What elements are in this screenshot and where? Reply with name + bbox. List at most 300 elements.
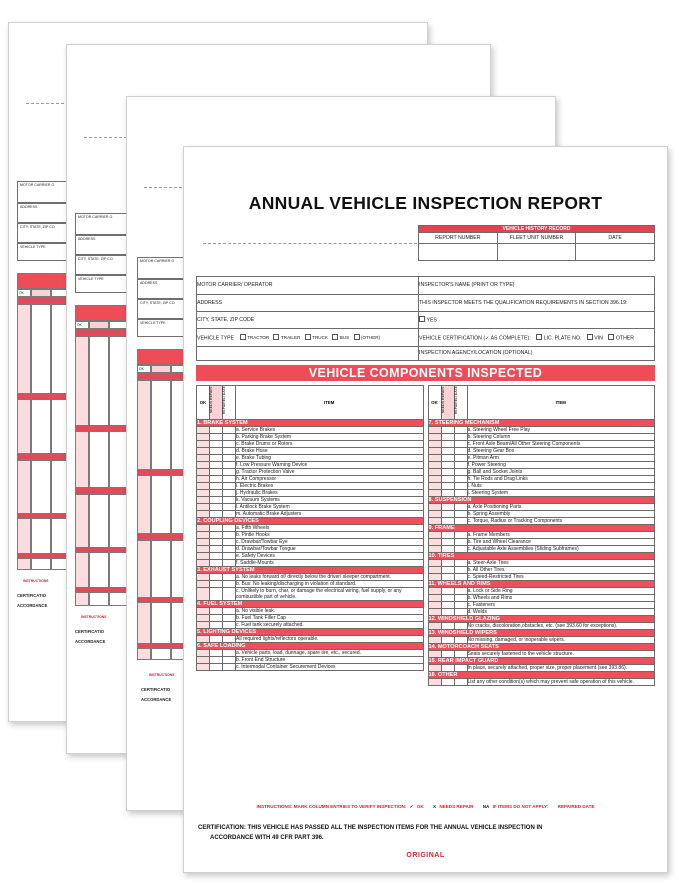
repaired-date-cell[interactable] <box>223 462 236 469</box>
needs-repair-cell[interactable] <box>210 441 223 448</box>
ok-checkbox-cell[interactable] <box>197 588 210 601</box>
item-row <box>428 588 655 595</box>
ok-checkbox-cell[interactable] <box>428 609 441 616</box>
ok-checkbox-cell[interactable] <box>428 462 441 469</box>
needs-repair-cell[interactable] <box>210 483 223 490</box>
carrier-field: MOTOR CARRIER O <box>75 213 197 235</box>
repaired-date-cell[interactable] <box>223 469 236 476</box>
item-row <box>197 490 424 497</box>
ok-checkbox-cell[interactable] <box>428 588 441 595</box>
vehicle-certification-row[interactable]: VEHICLE CERTIFICATION (✓ AS COMPLETE): LIC. PLATE NO. VIN OTHER <box>419 329 655 347</box>
ok-checkbox-cell[interactable] <box>197 636 210 643</box>
repaired-date-cell[interactable] <box>454 637 467 644</box>
ok-checkbox-cell[interactable] <box>197 427 210 434</box>
repaired-date-cell[interactable] <box>454 455 467 462</box>
na-mark: NA <box>482 804 490 809</box>
item-row <box>197 636 424 643</box>
ok-checkbox-cell[interactable] <box>428 476 441 483</box>
checkbox-icon-lic-plate[interactable] <box>536 334 542 340</box>
checkbox-icon-trailer[interactable] <box>273 334 279 340</box>
repaired-date-cell[interactable] <box>223 441 236 448</box>
needs-repair-cell[interactable] <box>441 602 454 609</box>
repaired-date-cell[interactable] <box>454 560 467 567</box>
item-row <box>197 511 424 518</box>
needs-repair-cell[interactable] <box>210 657 223 664</box>
needs-repair-cell[interactable] <box>441 546 454 553</box>
vhr-col-date: DATE <box>576 233 655 244</box>
item-row <box>428 490 655 497</box>
ok-checkbox-cell[interactable] <box>197 469 210 476</box>
ok-checkbox-cell[interactable] <box>197 664 210 671</box>
repaired-date-cell[interactable] <box>223 615 236 622</box>
needs-repair-cell[interactable] <box>210 469 223 476</box>
ok-checkbox-cell[interactable] <box>197 525 210 532</box>
needs-repair-cell[interactable] <box>210 650 223 657</box>
checkbox-icon[interactable] <box>419 316 425 322</box>
needs-repair-cell[interactable] <box>441 511 454 518</box>
item-row <box>428 595 655 602</box>
instructions-line: INSTRUCTIONS <box>81 615 107 619</box>
needs-repair-cell[interactable] <box>210 434 223 441</box>
ok-checkbox-cell[interactable] <box>428 637 441 644</box>
item-label: b. Steering Column <box>467 434 655 441</box>
ok-checkbox-cell[interactable] <box>197 434 210 441</box>
address-field[interactable]: ADDRESS <box>197 295 419 312</box>
needs-repair-column <box>31 304 51 464</box>
item-label: e. Safety Devices <box>236 553 424 560</box>
repaired-date-cell[interactable] <box>454 504 467 511</box>
repaired-date-cell[interactable] <box>223 546 236 553</box>
needs-repair-cell[interactable] <box>441 574 454 581</box>
needs-repair-cell[interactable] <box>210 581 223 588</box>
ok-checkbox-cell[interactable] <box>428 441 441 448</box>
needs-repair-cell[interactable] <box>210 553 223 560</box>
repaired-date-cell[interactable] <box>454 539 467 546</box>
needs-repair-cell[interactable] <box>441 665 454 672</box>
ok-checkbox-cell[interactable] <box>428 427 441 434</box>
checkbox-icon-truck[interactable] <box>305 334 311 340</box>
ok-checkbox-cell[interactable] <box>197 539 210 546</box>
ok-checkbox-cell[interactable] <box>428 455 441 462</box>
qualification-yes-checkbox[interactable]: YES <box>419 312 655 329</box>
repaired-date-cell[interactable] <box>223 581 236 588</box>
item-label: No missing, damaged, or inoperable wipers. <box>467 637 655 644</box>
repaired-date-cell[interactable] <box>454 476 467 483</box>
repaired-date-cell[interactable] <box>223 476 236 483</box>
repaired-date-cell[interactable] <box>454 469 467 476</box>
group-title: 1. BRAKE SYSTEM <box>197 420 424 427</box>
ok-header: OK <box>17 289 31 297</box>
needs-repair-cell[interactable] <box>210 574 223 581</box>
repaired-date-cell[interactable] <box>454 623 467 630</box>
needs-repair-header <box>89 321 109 329</box>
repaired-date-cell[interactable] <box>223 434 236 441</box>
needs-repair-cell[interactable] <box>210 615 223 622</box>
item-header: ITEM <box>467 386 655 420</box>
repaired-date-cell[interactable] <box>454 679 467 686</box>
ok-checkbox-cell[interactable] <box>428 532 441 539</box>
vhr-value-fleet[interactable] <box>497 244 576 261</box>
ok-checkbox-cell[interactable] <box>428 504 441 511</box>
item-row <box>197 434 424 441</box>
item-label: d. Drawbar/Towbar Tongue <box>236 546 424 553</box>
item-label: i. Electric Brakes <box>236 483 424 490</box>
repaired-date-cell[interactable] <box>223 664 236 671</box>
ok-checkbox-cell[interactable] <box>197 441 210 448</box>
group-header-row <box>428 553 655 560</box>
repaired-date-cell[interactable] <box>454 651 467 658</box>
item-row <box>428 427 655 434</box>
repaired-date-cell[interactable] <box>454 588 467 595</box>
ok-checkbox-cell[interactable] <box>428 518 441 525</box>
needs-repair-cell[interactable] <box>441 539 454 546</box>
item-label: b. Fuel Tank Filler Cap <box>236 615 424 622</box>
vehicle-type-field: VEHICLE TYPE <box>17 243 137 261</box>
item-label: j. Steering System <box>467 490 655 497</box>
item-label: b. Bus: No leaking/discharging in violation of standard. <box>236 581 424 588</box>
repaired-date-cell[interactable] <box>454 448 467 455</box>
checkbox-icon-vin[interactable] <box>587 334 593 340</box>
needs-repair-cell[interactable] <box>441 567 454 574</box>
repaired-date-cell[interactable] <box>223 636 236 643</box>
needs-repair-cell[interactable] <box>210 622 223 629</box>
repaired-date-cell[interactable] <box>223 588 236 601</box>
group-header-row <box>197 601 424 608</box>
repaired-date-cell[interactable] <box>454 462 467 469</box>
item-label: b. Pintle Hooks <box>236 532 424 539</box>
group-header-row <box>197 567 424 574</box>
item-row <box>428 539 655 546</box>
item-label: d. Brake Hose <box>236 448 424 455</box>
ok-checkbox-cell[interactable] <box>197 608 210 615</box>
ok-checkbox-cell[interactable] <box>197 476 210 483</box>
ok-checkbox-cell[interactable] <box>428 574 441 581</box>
group-header-row <box>428 616 655 623</box>
vhr-col-fleet: FLEET UNIT NUMBER <box>497 233 576 244</box>
needs-repair-cell[interactable] <box>210 588 223 601</box>
item-row <box>428 637 655 644</box>
item-row <box>428 455 655 462</box>
needs-repair-header: NEEDS REPAIR <box>441 386 454 420</box>
ok-checkbox-cell[interactable] <box>197 546 210 553</box>
needs-repair-cell[interactable] <box>441 595 454 602</box>
inspection-column-right <box>428 385 656 686</box>
ok-header: OK <box>137 365 151 373</box>
item-label: All required lights/reflectors operable. <box>236 636 424 643</box>
needs-repair-cell[interactable] <box>210 448 223 455</box>
repaired-date-cell[interactable] <box>223 525 236 532</box>
group-header-row <box>428 672 655 679</box>
needs-repair-cell[interactable] <box>210 511 223 518</box>
repaired-date-cell[interactable] <box>454 609 467 616</box>
ok-checkbox-cell[interactable] <box>197 455 210 462</box>
item-row <box>197 608 424 615</box>
checkbox-icon-bus[interactable] <box>332 334 338 340</box>
item-row <box>428 567 655 574</box>
group-header-row <box>428 581 655 588</box>
vhr-value-date[interactable] <box>576 244 655 261</box>
checkbox-icon-other-cert[interactable] <box>608 334 614 340</box>
inspector-name-field[interactable]: INSPECTOR'S NAME (PRINT OR TYPE) <box>419 277 655 295</box>
ok-checkbox-cell[interactable] <box>428 623 441 630</box>
needs-repair-cell[interactable] <box>441 504 454 511</box>
repaired-date-cell[interactable] <box>223 650 236 657</box>
item-row <box>197 483 424 490</box>
item-label: b. Wheels and Rims <box>467 595 655 602</box>
needs-repair-cell[interactable] <box>441 637 454 644</box>
city-state-zip-field[interactable]: CITY, STATE, ZIP CODE <box>197 312 419 329</box>
checkbox-icon-other[interactable] <box>354 334 360 340</box>
item-label: c. Fasteners <box>467 602 655 609</box>
vhr-value-report[interactable] <box>419 244 498 261</box>
repaired-date-cell[interactable] <box>454 483 467 490</box>
item-row <box>428 441 655 448</box>
needs-repair-cell[interactable] <box>441 483 454 490</box>
repaired-date-cell[interactable] <box>223 574 236 581</box>
item-label: f. Low Pressure Warning Device <box>236 462 424 469</box>
repaired-date-cell[interactable] <box>223 608 236 615</box>
item-label: a. Steer-Axle Tires <box>467 560 655 567</box>
ok-column <box>75 336 89 496</box>
repaired-date-cell[interactable] <box>223 553 236 560</box>
ok-checkbox-cell[interactable] <box>428 539 441 546</box>
repaired-date-cell[interactable] <box>454 665 467 672</box>
checkbox-icon-tractor[interactable] <box>240 334 246 340</box>
needs-repair-cell[interactable] <box>210 636 223 643</box>
group-title: 11. WHEELS AND RIMS <box>428 581 655 588</box>
needs-repair-cell[interactable] <box>210 560 223 567</box>
repaired-date-cell[interactable] <box>223 427 236 434</box>
ok-checkbox-cell[interactable] <box>197 650 210 657</box>
repaired-date-cell[interactable] <box>223 511 236 518</box>
repaired-date-cell[interactable] <box>454 602 467 609</box>
ok-checkbox-cell[interactable] <box>428 567 441 574</box>
repaired-date-cell[interactable] <box>223 560 236 567</box>
group-title: 13. WINDSHIELD WIPERS <box>428 630 655 637</box>
address-field: ADDRESS <box>75 235 197 255</box>
needs-repair-cell[interactable] <box>441 434 454 441</box>
repaired-date-cell[interactable] <box>454 546 467 553</box>
needs-repair-cell[interactable] <box>210 497 223 504</box>
repaired-date-cell[interactable] <box>223 539 236 546</box>
repaired-date-cell[interactable] <box>223 490 236 497</box>
ok-checkbox-cell[interactable] <box>197 504 210 511</box>
repaired-date-cell[interactable] <box>454 518 467 525</box>
item-label: f. Power Steering <box>467 462 655 469</box>
repaired-date-cell[interactable] <box>223 622 236 629</box>
item-row <box>197 462 424 469</box>
repaired-date-cell[interactable] <box>454 434 467 441</box>
item-label: a. Axle Positioning Parts <box>467 504 655 511</box>
repaired-date-cell[interactable] <box>454 490 467 497</box>
item-label: h. Air Compressor <box>236 476 424 483</box>
repaired-date-cell[interactable] <box>454 427 467 434</box>
ok-checkbox-cell[interactable] <box>428 560 441 567</box>
group-title: 5. LIGHTING DEVICES <box>197 629 424 636</box>
ok-checkbox-cell[interactable] <box>197 574 210 581</box>
needs-repair-cell[interactable] <box>441 560 454 567</box>
vehicle-type-row[interactable]: VEHICLE TYPE TRACTOR TRAILER TRUCK BUS (OTHER) <box>197 329 419 347</box>
ok-checkbox-cell[interactable] <box>197 490 210 497</box>
motor-carrier-field[interactable]: MOTOR CARRIER/ OPERATOR <box>197 277 419 295</box>
ok-checkbox-cell[interactable] <box>428 679 441 686</box>
ok-checkbox-cell[interactable] <box>428 651 441 658</box>
repaired-date-cell[interactable] <box>454 511 467 518</box>
needs-repair-cell[interactable] <box>441 679 454 686</box>
ok-checkbox-cell[interactable] <box>197 483 210 490</box>
needs-repair-cell[interactable] <box>441 448 454 455</box>
ok-checkbox-cell[interactable] <box>197 553 210 560</box>
item-label: a. No visible leak. <box>236 608 424 615</box>
needs-repair-cell[interactable] <box>441 427 454 434</box>
needs-repair-cell[interactable] <box>210 462 223 469</box>
needs-repair-cell[interactable] <box>441 462 454 469</box>
repaired-date-cell[interactable] <box>454 595 467 602</box>
group-header-row <box>428 644 655 651</box>
ok-checkbox-cell[interactable] <box>197 560 210 567</box>
needs-repair-cell[interactable] <box>441 469 454 476</box>
city-field: CITY, STATE, ZIP CO <box>75 255 197 275</box>
item-label: c. Unlikely to burn, char, or damage the electrical wiring, fuel supply, or any combustible part of vehicle. <box>236 588 424 601</box>
item-label: l. Antilock Brake System <box>236 504 424 511</box>
repaired-date-cell[interactable] <box>223 448 236 455</box>
item-label: i. Nuts <box>467 483 655 490</box>
needs-repair-cell[interactable] <box>441 441 454 448</box>
certification-line-2: ACCORDANCE <box>141 697 172 702</box>
ok-checkbox-cell[interactable] <box>428 546 441 553</box>
repaired-date-cell[interactable] <box>223 504 236 511</box>
ok-checkbox-cell[interactable] <box>428 595 441 602</box>
needs-repair-cell[interactable] <box>210 427 223 434</box>
ok-checkbox-cell[interactable] <box>428 511 441 518</box>
item-row <box>197 657 424 664</box>
item-row <box>428 462 655 469</box>
needs-repair-cell[interactable] <box>210 532 223 539</box>
item-row <box>428 469 655 476</box>
item-row <box>428 574 655 581</box>
needs-repair-cell[interactable] <box>210 664 223 671</box>
repaired-date-cell[interactable] <box>223 532 236 539</box>
item-row <box>197 588 424 601</box>
item-row <box>197 650 424 657</box>
needs-repair-cell[interactable] <box>441 623 454 630</box>
needs-repair-cell[interactable] <box>210 546 223 553</box>
vehicle-type-field: VEHICLE TYPE <box>137 319 261 337</box>
carrier-field: MOTOR CARRIER O <box>137 257 261 279</box>
repaired-date-cell[interactable] <box>454 567 467 574</box>
needs-repair-cell[interactable] <box>441 588 454 595</box>
ok-checkbox-cell[interactable] <box>428 490 441 497</box>
address-field: ADDRESS <box>137 279 261 299</box>
item-row <box>428 434 655 441</box>
repaired-date-cell[interactable] <box>454 574 467 581</box>
item-label: c. Torque, Radius or Tracking Components <box>467 518 655 525</box>
repaired-date-cell[interactable] <box>223 455 236 462</box>
item-label: List any other condition(s) which may prevent safe operation of this vehicle. <box>467 679 655 686</box>
components-inspected-banner: VEHICLE COMPONENTS INSPECTED <box>196 365 655 381</box>
item-label: c. Fuel tank securely attached. <box>236 622 424 629</box>
item-label: a. Vehicle parts, load, dunnage, spare tire, etc., secured. <box>236 650 424 657</box>
city-field: CITY, STATE, ZIP CO <box>17 223 137 243</box>
needs-repair-cell[interactable] <box>210 476 223 483</box>
ok-checkbox-cell[interactable] <box>428 448 441 455</box>
ok-checkbox-cell[interactable] <box>197 497 210 504</box>
needs-repair-column <box>89 336 109 496</box>
ok-checkbox-cell[interactable] <box>197 511 210 518</box>
ok-checkbox-cell[interactable] <box>428 665 441 672</box>
item-label: g. Tractor Protection Valve <box>236 469 424 476</box>
certification-line-2: ACCORDANCE <box>75 639 106 644</box>
ok-checkbox-cell[interactable] <box>197 462 210 469</box>
ok-checkbox-cell[interactable] <box>197 622 210 629</box>
ok-checkbox-cell[interactable] <box>197 615 210 622</box>
spacer-cell <box>197 347 419 361</box>
inspection-agency-field[interactable]: INSPECTION AGENCY/LOCATION (OPTIONAL) <box>419 347 655 361</box>
repaired-date-cell[interactable] <box>223 483 236 490</box>
repaired-date-cell[interactable] <box>223 657 236 664</box>
item-row <box>197 497 424 504</box>
needs-repair-cell[interactable] <box>210 455 223 462</box>
ok-mark: ✓ <box>409 804 414 809</box>
item-row <box>197 622 424 629</box>
needs-repair-cell[interactable] <box>210 504 223 511</box>
item-row <box>428 483 655 490</box>
needs-repair-cell[interactable] <box>441 476 454 483</box>
needs-repair-cell[interactable] <box>441 490 454 497</box>
needs-repair-cell[interactable] <box>210 525 223 532</box>
item-label: m. Automatic Brake Adjusters <box>236 511 424 518</box>
original-label: ORIGINAL <box>406 852 445 859</box>
item-row <box>197 441 424 448</box>
needs-repair-cell[interactable] <box>210 539 223 546</box>
ok-checkbox-cell[interactable] <box>197 657 210 664</box>
item-label: e. Pitman Arm <box>467 455 655 462</box>
item-row <box>197 581 424 588</box>
address-field: ADDRESS <box>17 203 137 223</box>
needs-repair-cell[interactable] <box>441 651 454 658</box>
repaired-date-cell[interactable] <box>454 441 467 448</box>
needs-repair-cell[interactable] <box>441 455 454 462</box>
needs-repair-cell[interactable] <box>210 608 223 615</box>
ok-checkbox-cell[interactable] <box>428 602 441 609</box>
repaired-date-cell[interactable] <box>223 497 236 504</box>
repaired-date-cell[interactable] <box>454 532 467 539</box>
group-title: 2. COUPLING DEVICES <box>197 518 424 525</box>
ok-checkbox-cell[interactable] <box>428 434 441 441</box>
item-label: f. Saddle-Mounts <box>236 560 424 567</box>
item-row <box>197 664 424 671</box>
ok-checkbox-cell[interactable] <box>428 483 441 490</box>
item-label: c. Adjustable Axle Assemblies (Sliding Subframes) <box>467 546 655 553</box>
item-label: b. Tire and Wheel Clearance <box>467 539 655 546</box>
item-row <box>197 469 424 476</box>
ok-checkbox-cell[interactable] <box>197 581 210 588</box>
needs-repair-cell[interactable] <box>210 490 223 497</box>
carrier-field: MOTOR CARRIER O <box>17 181 137 203</box>
needs-repair-cell[interactable] <box>441 518 454 525</box>
repair-mark: X <box>432 804 437 809</box>
group-header-row <box>197 420 424 427</box>
ok-checkbox-cell[interactable] <box>428 469 441 476</box>
needs-repair-cell[interactable] <box>441 609 454 616</box>
item-row <box>197 455 424 462</box>
item-label: a. Lock or Side Ring <box>467 588 655 595</box>
ok-checkbox-cell[interactable] <box>197 532 210 539</box>
ok-checkbox-cell[interactable] <box>197 448 210 455</box>
item-label: Seats securely fastened to the vehicle structure. <box>467 651 655 658</box>
needs-repair-cell[interactable] <box>441 532 454 539</box>
item-label: c. Speed-Restricted Tires <box>467 574 655 581</box>
